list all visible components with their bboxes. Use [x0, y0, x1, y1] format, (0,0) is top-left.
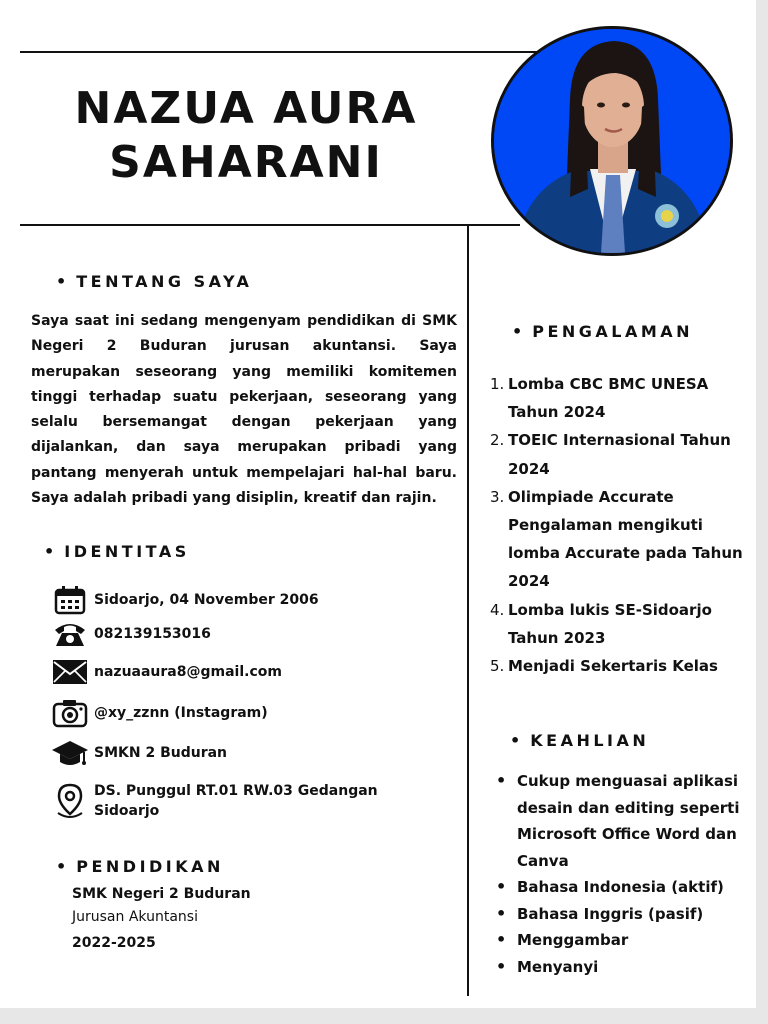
heading-bullet: • — [510, 731, 521, 750]
education-years: 2022-2025 — [72, 935, 156, 951]
experience-item: 3. Olimpiade Accurate Pengalaman mengikuti lomba Accurate pada Tahun 2024 — [490, 487, 743, 591]
heading-bullet: • — [56, 857, 67, 876]
experience-heading: • PENGALAMAN — [512, 322, 694, 341]
address-text: DS. Punggul RT.01 RW.03 Gedangan Sidoarjo — [94, 783, 378, 819]
heading-bullet: • — [56, 272, 67, 291]
about-text: Saya saat ini sedang mengenyam pendidikan di SMK Negeri 2 Buduran jurusan akuntansi. Saya merupakan seseorang yang memiliki komitemen tinggi terhadap suatu pekerjaan, seseorang yang selalu bersemangat dengan pekerjaan yang dijalankan, dan saya merupakan pribadi yang pantang menyerah untuk mempelajari hal-hal baru. Saya adalah pribadi yang disiplin, kreatif dan rajin. — [31, 313, 457, 507]
phone-text: 082139153016 — [94, 626, 211, 642]
header-divider — [20, 224, 520, 226]
email-text: nazuaaura8@gmail.com — [94, 664, 282, 680]
skill-item: • Bahasa Indonesia (aktif) — [496, 877, 724, 896]
location-pin-icon — [50, 781, 90, 821]
envelope-icon — [50, 656, 90, 688]
identity-address — [50, 781, 400, 821]
education-major: Jurusan Akuntansi — [72, 909, 198, 925]
experience-item: 4. Lomba lukis SE-Sidoarjo Tahun 2023 — [490, 600, 712, 647]
column-divider — [467, 226, 469, 996]
skill-item: • Menyanyi — [496, 956, 599, 976]
experience-item: 5. Menjadi Sekertaris Kelas — [490, 657, 718, 676]
name-line-1: NAZUA AURA — [74, 83, 418, 134]
identity-email — [50, 656, 400, 688]
top-divider — [20, 51, 540, 53]
experience-item: 1. Lomba CBC BMC UNESA Tahun 2024 — [490, 375, 709, 422]
resume-name — [60, 82, 432, 190]
skill-item: • Bahasa Inggris (pasif) — [496, 903, 704, 923]
identity-instagram — [50, 697, 400, 729]
identity-birth — [50, 584, 400, 616]
skills-heading: • KEAHLIAN — [510, 731, 650, 750]
skills-list — [496, 768, 746, 980]
experience-list — [490, 370, 752, 680]
identity-school — [50, 737, 400, 769]
identity-phone — [50, 618, 400, 650]
telephone-icon — [50, 618, 90, 650]
education-school: SMK Negeri 2 Buduran — [72, 886, 251, 902]
graduation-cap-icon — [50, 737, 90, 769]
name-line-2: SAHARANI — [109, 137, 383, 188]
heading-bullet: • — [512, 322, 523, 341]
education-heading: • PENDIDIKAN — [56, 857, 224, 876]
skill-item: • Cukup menguasai aplikasi desain dan editing seperti Microsoft Office Word dan Canva — [496, 771, 740, 870]
school-text: SMKN 2 Buduran — [94, 745, 228, 761]
about-heading: • TENTANG SAYA — [56, 272, 253, 291]
identity-heading: • IDENTITAS — [44, 542, 190, 561]
calendar-icon — [50, 584, 90, 616]
heading-bullet: • — [44, 542, 55, 561]
experience-item: 2. TOEIC Internasional Tahun 2024 — [490, 431, 731, 478]
skill-item: • Menggambar — [496, 930, 629, 949]
profile-photo — [491, 26, 733, 256]
birth-text: Sidoarjo, 04 November 2006 — [94, 592, 319, 608]
camera-icon — [50, 697, 90, 729]
instagram-text: @xy_zznn (Instagram) — [94, 705, 268, 721]
